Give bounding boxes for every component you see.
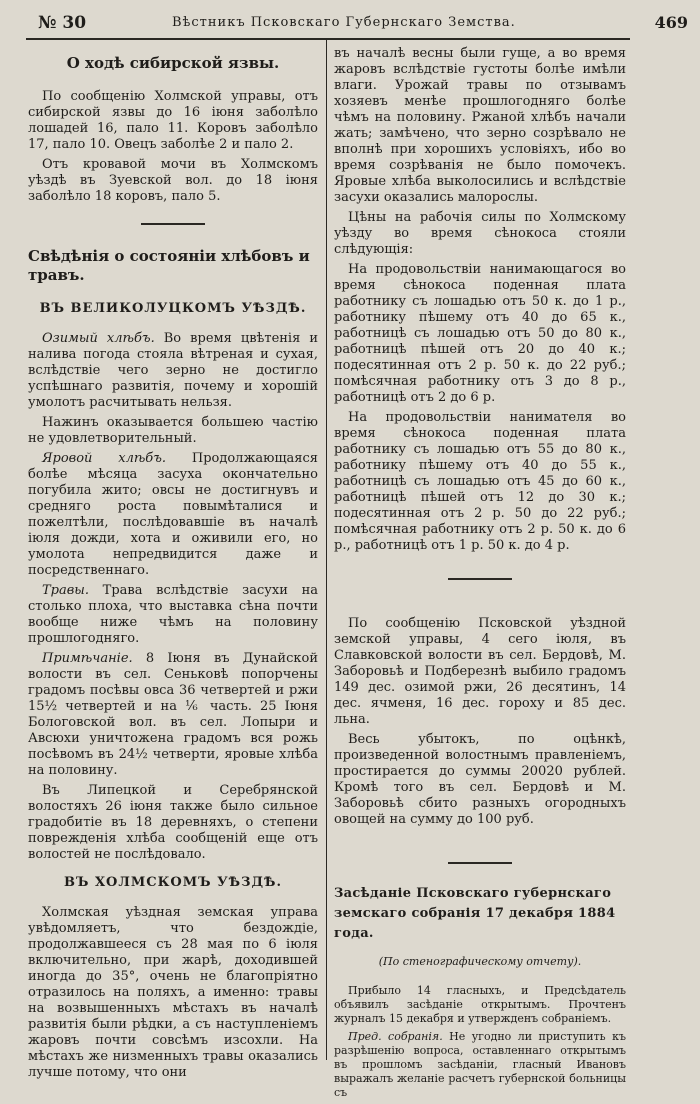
paragraph: Весь убытокъ, по оцѣнкѣ, произведенной волостнымъ правленіемъ, простирается до суммы 20020 рублей. Кромѣ того въ сел. Бердовѣ и М. Заборовьѣ сбито разныхъ огородныхъ овощей на сумму до 100 руб. xyxy=(334,732,626,827)
page-header xyxy=(26,10,688,36)
subsection-holm: ВЪ ХОЛМСКОМЪ УѢЗДѢ. xyxy=(64,875,282,890)
section-separator xyxy=(141,223,205,225)
paragraph: Прибыло 14 гласныхъ, и Предсѣдатель объявилъ засѣданіе открытымъ. Прочтенъ журналъ 15 декабря и утвержденъ собраніемъ. xyxy=(334,984,626,1025)
paragraph: Цѣны на рабочія силы по Холмскому уѣзду во время сѣнокоса стояли слѣдующія: xyxy=(334,210,626,257)
inline-label: Пред. собранія. xyxy=(348,1030,443,1043)
section-title-session: Засѣданіе Псковскаго губернскаго земскаго собранія 17 декабря 1884 года. xyxy=(334,886,616,941)
journal-title: Вѣстникъ Псковскаго Губернскаго Земства. xyxy=(172,15,516,30)
issue-number: № 30 xyxy=(38,13,87,33)
paragraph: Отъ кровавой мочи въ Холмскомъ уѣздѣ въ Зуевской вол. до 18 іюня заболѣло 18 коровъ, пало 5. xyxy=(28,157,318,204)
paragraph-text: Трава вслѣдствіе засухи на столько плоха, что выставка сѣна почти вообще ниже чѣмъ на половину прошлогодняго. xyxy=(28,583,318,646)
paragraph-spring-grain xyxy=(28,451,318,579)
header-rule xyxy=(26,38,630,40)
section-separator xyxy=(448,578,512,580)
inline-label: Яровой хлѣбъ. xyxy=(42,451,167,466)
page-number: 469 xyxy=(654,13,688,32)
paragraph-winter-grain xyxy=(28,331,318,411)
paragraph-text: 8 Іюня въ Дунайской волости въ сел. Сеньковѣ попорчены градомъ посѣвы овса 36 четвертей и ржи 15½ четвертей и на ⅙ часть. 25 Іюня Бологовской вол. въ сел. Лопыри и Авсюхи уничтожена градомъ вся рожь посѣвомъ въ 24½ четверти, яровые хлѣба на половину. xyxy=(28,651,318,778)
paragraph: Холмская уѣздная земская управа увѣдомляетъ, что бездождіе, продолжавшееся съ 28 мая по 6 іюля включительно, при жарѣ, доходившей иногда до 35°, очень не благопріятно отразилось на поляхъ, а именно: травы на возвышенныхъ мѣстахъ въ началѣ развитія были рѣдки, а съ наступленіемъ жаровъ почти совсѣмъ изсохли. На мѣстахъ же низменныхъ травы оказались лучше потому, что они xyxy=(28,905,318,1080)
paragraph: На продовольствіи нанимателя во время сѣнокоса поденная плата работнику съ лошадью отъ 55 до 80 к., работнику пѣшему отъ 40 до 55 к., работницѣ съ лошадью отъ 45 до 60 к., работницѣ пѣшей отъ 12 до 30 к.; подесятинная отъ 2 р. 50 до 22 руб.; помѣсячная работнику отъ 2 р. 50 к. до 6 р., работницѣ отъ 1 р. 50 к. до 4 р. xyxy=(334,410,626,553)
paragraph-text: Во время цвѣтенія и налива погода стояла вѣтреная и сухая, вслѣдствіе чего зерно не достигло успѣшнаго развитія, почему и хорошій умолотъ расчитывать нельзя. xyxy=(28,331,318,410)
paragraph-grass xyxy=(28,583,318,647)
paragraph: Нажинъ оказывается большею частію не удовлетворительный. xyxy=(28,415,318,446)
inline-label: Примѣчаніе. xyxy=(42,651,133,666)
right-column xyxy=(334,46,626,1104)
paragraph-chairman xyxy=(334,1030,626,1100)
paragraph: На продовольствіи нанимающагося во время сѣнокоса поденная плата работнику съ лошадью отъ 50 к. до 1 р., работнику пѣшему отъ 40 до 65 к., работницѣ съ лошадью отъ 50 до 80 к., работницѣ пѣшей отъ 20 до 40 к.; подесятинная отъ 2 р. 50 к. до 22 руб.; помѣсячная работнику отъ 3 до 8 р., работницѣ отъ 2 до 6 р. xyxy=(334,262,626,405)
section-title-crops: Свѣдѣнія о состояніи хлѣбовъ и травъ. xyxy=(28,247,310,284)
section-subtitle: (По стенографическому отчету). xyxy=(378,955,582,968)
paragraph-text: Не угодно ли приступить къ разрѣшенію вопроса, оставленнаго открытымъ въ прошломъ засѣданіи, гласный Ивановъ выражалъ желаніе расчетъ губернской больницы съ xyxy=(334,1030,626,1099)
left-column xyxy=(28,46,318,1085)
subsection-velikie-luki: ВЪ ВЕЛИКОЛУЦКОМЪ УѢЗДѢ. xyxy=(39,301,307,316)
paragraph: Въ Липецкой и Серебрянской волостяхъ 26 іюня также было сильное градобитіе въ 18 деревняхъ, о степени поврежденія хлѣба сообщеній еще отъ волостей не послѣдовало. xyxy=(28,783,318,862)
section-separator xyxy=(448,862,512,864)
paragraph-note xyxy=(28,651,318,779)
paragraph: По сообщенію Холмской управы, отъ сибирской язвы до 16 іюня заболѣло лошадей 16, пало 11. Коровъ заболѣло 17, пало 10. Овецъ заболѣе 2 и пало 2. xyxy=(28,89,318,152)
paragraph: По сообщенію Псковской уѣздной земской управы, 4 сего іюля, въ Славковской волости въ сел. Бердовѣ, М. Заборовьѣ и Подберезнѣ выбило градомъ 149 дес. озимой ржи, 26 десятинъ, 14 дес. ячменя, 16 дес. гороху и 85 дес. льна. xyxy=(334,616,626,727)
paragraph-text: Продолжающаяся болѣе мѣсяца засуха окончательно погубила жито; овсы не достигнувъ и средняго роста повымѣталися и пожелтѣли, послѣдовавшіе въ началѣ іюля дожди, хота и оживили его, но умолота непредвидится даже и посредственнаго. xyxy=(28,451,318,578)
section-title-anthrax: О ходѣ сибирской язвы. xyxy=(66,54,280,72)
column-divider xyxy=(326,40,327,1060)
inline-label: Травы. xyxy=(42,583,90,598)
inline-label: Озимый хлѣбъ. xyxy=(42,331,155,346)
paragraph: въ началѣ весны были гуще, а во время жаровъ вслѣдствіе густоты болѣе имѣли влаги. Урожай травы по отзывамъ хозяевъ менѣе прошлогодняго болѣе чѣмъ на половину. Ржаной хлѣбъ начали жать; замѣчено, что зерно созрѣвало не вполнѣ при хорошихъ условіяхъ, ибо во время созрѣванія не было помочекъ. Яровые хлѣба выколосились и вслѣдствіе засухи оказались малорослы. xyxy=(334,46,626,205)
